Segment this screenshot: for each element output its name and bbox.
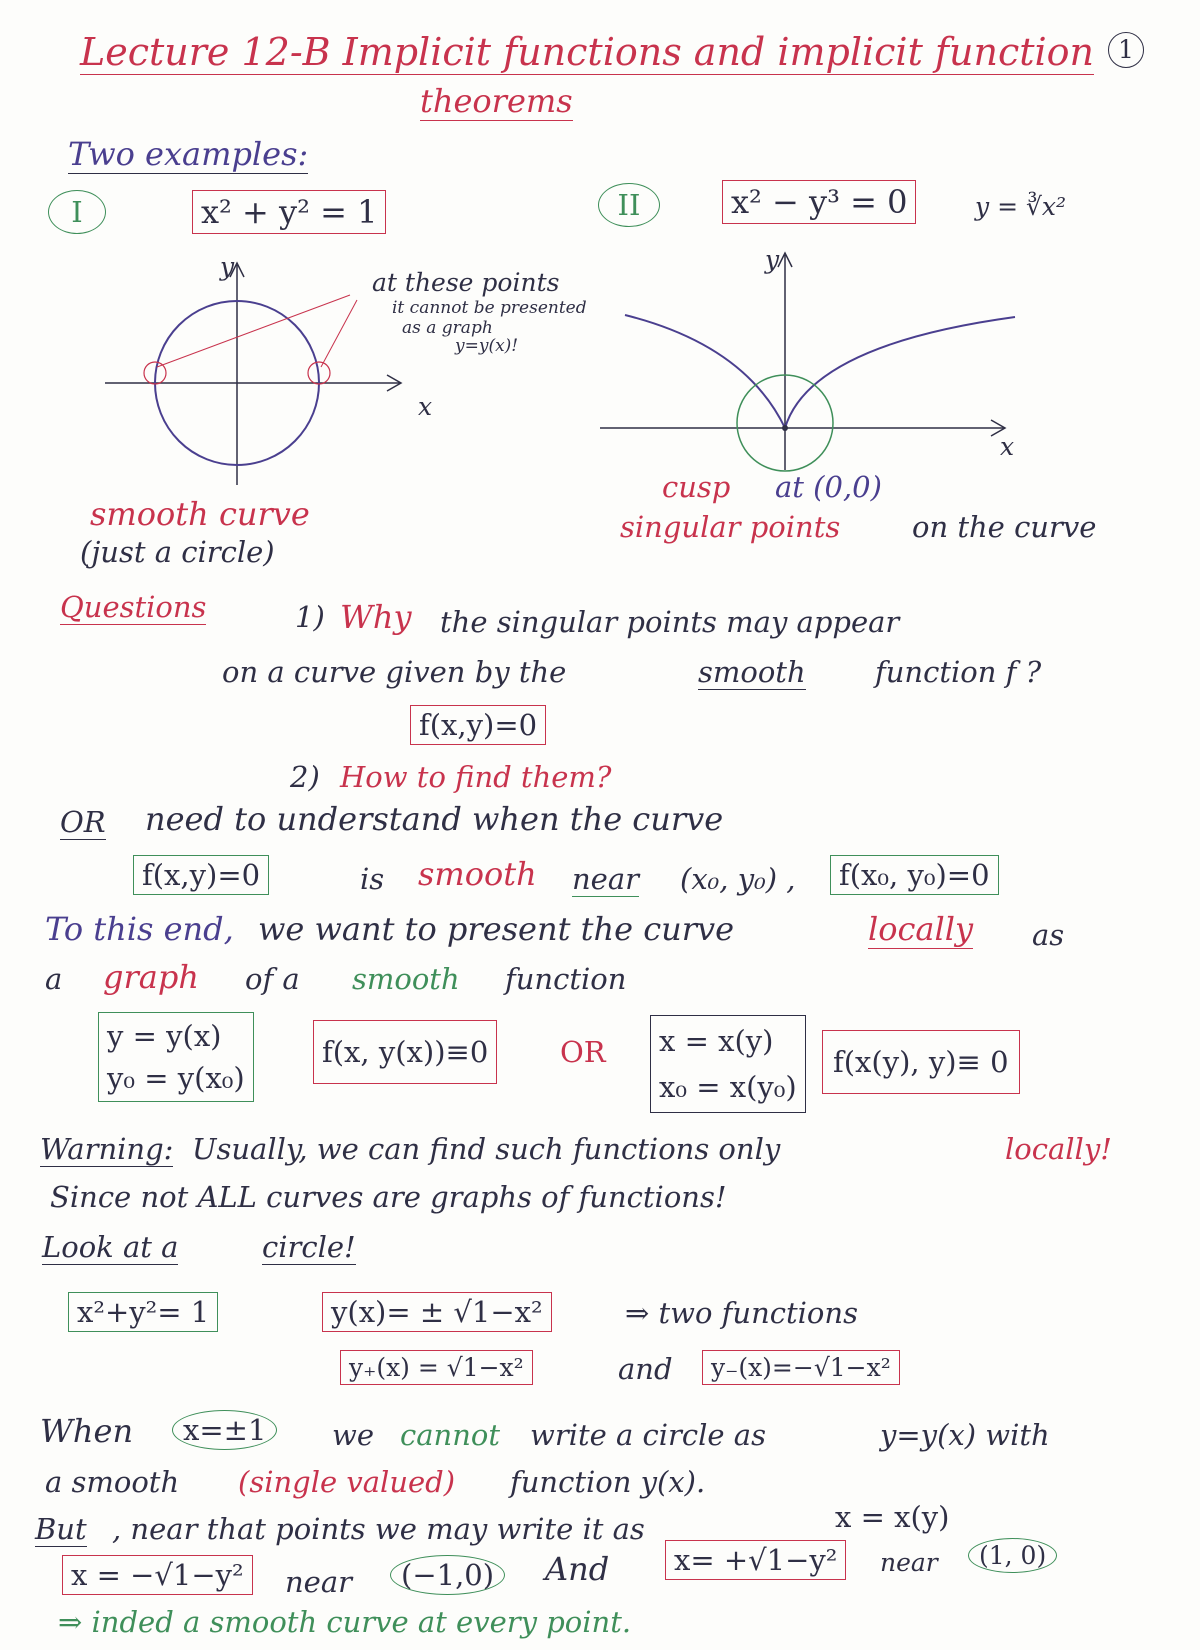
cusp-graph bbox=[595, 245, 1055, 485]
circle-y-label: y bbox=[220, 252, 235, 281]
cusp-location: at (0,0) bbox=[775, 470, 882, 504]
box-x-positive: x= +√1−y² bbox=[665, 1540, 846, 1580]
warning-label: Warning: bbox=[40, 1132, 174, 1166]
cusp-x-label: x bbox=[1000, 432, 1015, 461]
lecture-title: Lecture 12-B Implicit functions and implicit function bbox=[80, 30, 1094, 74]
when-write: write a circle as bbox=[530, 1418, 766, 1452]
question-1-text: the singular points may appear bbox=[440, 605, 900, 639]
present-or: OR bbox=[560, 1035, 606, 1069]
present-as: as bbox=[1032, 918, 1065, 952]
understand-text: need to understand when the curve bbox=[145, 800, 724, 838]
when-line3: , near that points we may write it as bbox=[112, 1512, 645, 1546]
question-1-why: Why bbox=[340, 598, 412, 636]
example-2-equation: x² − y³ = 0 bbox=[722, 180, 916, 224]
present-graph: graph bbox=[103, 958, 199, 996]
present-line1a: To this end, bbox=[45, 910, 234, 948]
question-1-number: 1) bbox=[295, 600, 325, 634]
warning-locally: locally! bbox=[1005, 1132, 1112, 1166]
example-1-label: I bbox=[48, 190, 106, 234]
box-f-x-y-of-x: f(x, y(x))≡0 bbox=[313, 1020, 497, 1084]
when-cannot: cannot bbox=[400, 1418, 500, 1452]
cusp-curve-right bbox=[785, 317, 1015, 428]
understand-smooth: smooth bbox=[418, 855, 537, 893]
two-functions-text: ⇒ two functions bbox=[625, 1296, 858, 1330]
understand-point: (x₀, y₀) , bbox=[680, 862, 796, 896]
understand-near: near bbox=[572, 862, 639, 896]
example-2-label: II bbox=[598, 183, 660, 227]
warning-line2: Since not ALL curves are graphs of functions! bbox=[50, 1180, 727, 1214]
when-we: we bbox=[332, 1418, 374, 1452]
warning-circle: circle! bbox=[262, 1230, 356, 1264]
question-2-text: How to find them? bbox=[340, 760, 612, 794]
lecture-title-line2: theorems bbox=[420, 82, 573, 120]
annotation-line-1: at these points bbox=[372, 268, 560, 297]
point-negative-one-zero: (−1,0) bbox=[390, 1555, 505, 1595]
present-function: function bbox=[505, 962, 627, 996]
annotation-pointer-right bbox=[321, 300, 357, 367]
warning-line3: Look at a bbox=[42, 1230, 179, 1264]
present-line1b: we want to present the curve bbox=[258, 910, 735, 948]
box-x-negative: x = −√1−y² bbox=[62, 1555, 253, 1595]
present-locally: locally bbox=[868, 910, 974, 948]
on-the-curve-caption: on the curve bbox=[912, 510, 1097, 544]
smooth-curve-caption: smooth curve bbox=[90, 495, 310, 533]
question-1-box: f(x,y)=0 bbox=[410, 705, 546, 745]
annotation-line-4: y=y(x)! bbox=[455, 336, 519, 356]
examples-heading: Two examples: bbox=[68, 135, 309, 173]
x-equals-pm-one: x=±1 bbox=[172, 1410, 277, 1450]
annotation-pointer-left bbox=[157, 295, 350, 367]
page-number: 1 bbox=[1108, 32, 1144, 68]
questions-label: Questions bbox=[60, 590, 207, 624]
cusp-curve-left bbox=[625, 315, 785, 428]
question-2-number: 2) bbox=[290, 760, 320, 794]
question-1-smooth: smooth bbox=[698, 655, 806, 689]
or-label: OR bbox=[60, 805, 106, 839]
and-conj: And bbox=[545, 1550, 610, 1588]
when-x-of-y: x = x(y) bbox=[835, 1500, 950, 1534]
conclusion: ⇒ inded a smooth curve at every point. bbox=[58, 1605, 632, 1639]
when-label: When bbox=[40, 1412, 134, 1450]
just-a-circle-caption: (just a circle) bbox=[80, 535, 275, 569]
near-2: near bbox=[880, 1548, 938, 1577]
cusp-y-label: y bbox=[765, 245, 780, 274]
understand-box-2: f(x₀, y₀)=0 bbox=[830, 855, 999, 895]
present-smooth: smooth bbox=[352, 962, 460, 996]
point-one-zero: (1, 0) bbox=[968, 1538, 1057, 1573]
circle-x-label: x bbox=[418, 392, 433, 421]
but-label: But bbox=[35, 1512, 87, 1546]
example-2-solution: y = ∛x² bbox=[975, 192, 1067, 221]
when-single-valued: (single valued) bbox=[238, 1465, 456, 1499]
cusp-caption: cusp bbox=[662, 470, 731, 504]
box-f-x-of-y: f(x(y), y)≡ 0 bbox=[822, 1030, 1020, 1094]
warning-line1: Usually, we can find such functions only bbox=[192, 1132, 781, 1166]
example-1-equation: x² + y² = 1 bbox=[192, 190, 386, 234]
box-y-plus: y₊(x) = √1−x² bbox=[340, 1350, 533, 1385]
box-circle-equation: x²+y²= 1 bbox=[68, 1292, 218, 1332]
box-x-of-y: x = x(y) x₀ = x(y₀) bbox=[650, 1015, 806, 1113]
box-y-of-x: y = y(x) y₀ = y(x₀) bbox=[98, 1012, 254, 1102]
singular-points-caption: singular points bbox=[620, 510, 841, 544]
present-line2a: a bbox=[45, 962, 63, 996]
annotation-line-3: as a graph bbox=[402, 318, 493, 338]
cusp-origin-point bbox=[782, 425, 788, 431]
understand-box-1: f(x,y)=0 bbox=[133, 855, 269, 895]
and-label: and bbox=[618, 1352, 673, 1386]
box-y-minus: y₋(x)=−√1−x² bbox=[702, 1350, 900, 1385]
question-1-line2b: function f ? bbox=[875, 655, 1042, 689]
annotation-line-2: it cannot be presented bbox=[392, 298, 587, 318]
near-1: near bbox=[285, 1565, 352, 1599]
present-of-a: of a bbox=[245, 962, 300, 996]
question-1-line2a: on a curve given by the bbox=[222, 655, 567, 689]
when-expr: y=y(x) with bbox=[880, 1418, 1050, 1452]
when-line2b: function y(x). bbox=[510, 1465, 706, 1499]
when-line2a: a smooth bbox=[45, 1465, 180, 1499]
box-y-plus-minus: y(x)= ± √1−x² bbox=[322, 1292, 552, 1332]
understand-is: is bbox=[360, 862, 385, 896]
